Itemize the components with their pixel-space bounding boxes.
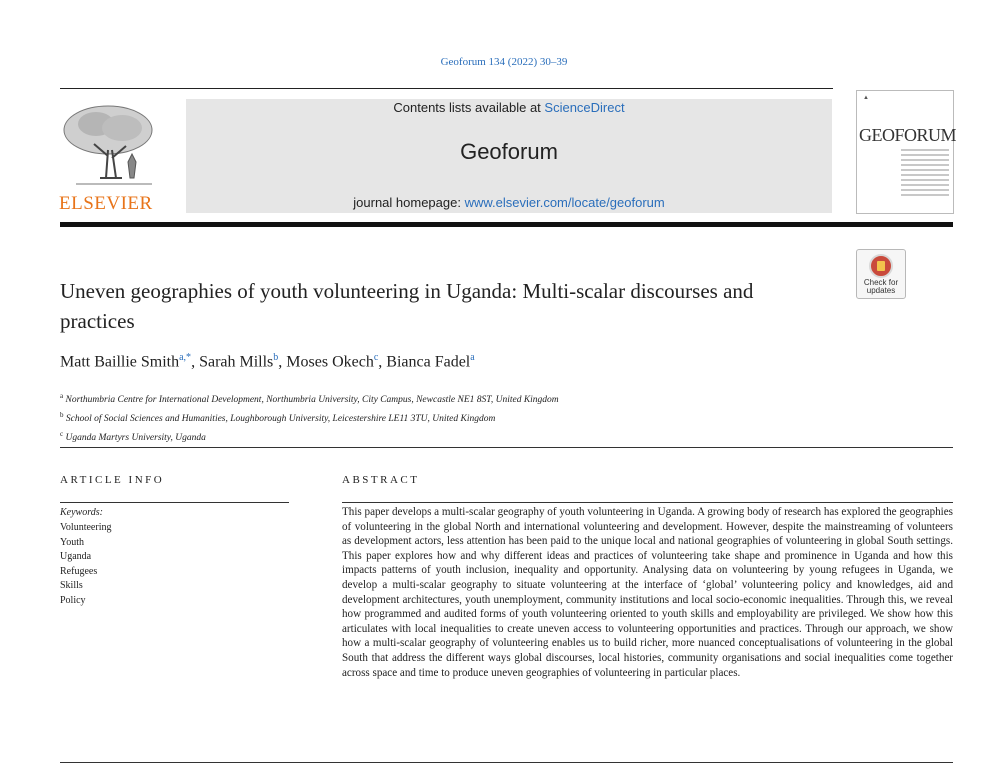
author-separator: , [191,353,200,371]
journal-citation[interactable] [0,56,1008,68]
footer-rule [60,762,953,763]
journal-name: Geoforum [460,139,558,164]
affiliation-item: $^a$ Northumbria Centre for International Development, Northumbria University, City Campus, Newcastle NE1 8ST, United Kingdom [60,392,559,406]
author-separator: , [278,353,287,371]
abstract-rule [342,502,953,503]
homepage-link[interactable]: www.elsevier.com/locate/geoforum [464,195,665,210]
author-affil-marker[interactable]: b [273,352,279,363]
contents-prefix: Contents lists available at [393,100,545,115]
author-name[interactable]: Matt Baillie Smith [60,353,180,371]
affiliation-item: $^b$ School of Social Sciences and Humanities, Loughborough University, Leicestershire LE11 3TU, United Kingdom [60,411,496,425]
sciencedirect-link[interactable]: ScienceDirect [544,100,625,115]
abstract-text: This paper develops a multi-scalar geography of youth volunteering in Uganda. A growing body of research has explored the geographies of volunteering in the global North and international volunteering and development. However, despite the mainstreaming of volunteers as development actors, less attention has been paid to the unique local and national geographies of volunteering in global South settings. This paper explores how and why different ideas and practices of volunteering take shape and prominence in Uganda and how this impacts patterns of youth inclusion, inequality and opportunity. Analysing data on volunteering by young refugees in Uganda, we develop a multi-scalar geography to situate volunteering at the interface of ‘global’ volunteering policy and knowledges, aid and development architectures, youth unemployment, community institutions and local socio-economic inequalities. Through this, we reveal how programmed and audited forms of youth volunteering oriented to youth skills and employability are privileged. We show how this articulates with local inequalities to create uneven access to volunteering opportunities and practices. Through our approach, we show how a multi-scalar geography of volunteering enables us to build richer, more nuanced conceptualisations of volunteering in the global South that address the different ways global discourses, local histories, community organisations and social inequalities come together across space and time to produce uneven geographies of volunteering in particular places. [342,506,953,679]
affiliations [60,389,559,446]
author-name[interactable]: Sarah Mills [199,353,274,371]
homepage-line [186,195,832,210]
tree-icon [56,100,164,192]
citation-link[interactable]: Geoforum 134 (2022) 30–39 [440,56,568,68]
check-for-updates-icon [869,254,893,278]
cover-editor-lines [901,149,949,199]
keywords-list [60,521,111,609]
author-affil-marker[interactable]: a [470,352,475,363]
author-name[interactable]: Bianca Fadel [386,353,471,371]
check-for-updates-button[interactable] [856,249,906,299]
author-affil-marker[interactable]: a,* [179,352,192,363]
journal-cover-thumbnail[interactable] [856,90,957,214]
abstract-heading: ABSTRACT [342,474,420,486]
keyword-item: Refugees [60,565,98,577]
header-top-rule [60,88,833,89]
header-thick-rule [60,222,953,227]
article-info-heading: ARTICLE INFO [60,474,165,486]
journal-banner [186,99,832,213]
cover-title: GEOFORUM [859,125,957,145]
author-name[interactable]: Moses Okech [286,353,374,371]
author-list [60,352,475,371]
contents-line [186,100,832,115]
keyword-item: Youth [60,536,84,548]
article-info-rule [60,502,289,503]
author-affil-marker[interactable]: c [373,352,379,363]
publisher-name: ELSEVIER [59,193,153,214]
section-divider [60,447,953,448]
homepage-prefix: journal homepage: [353,195,465,210]
article-title: Uneven geographies of youth volunteering in Uganda: Multi-scalar discourses and practices [60,279,754,333]
cover-publisher-icon: ▲ [863,95,869,101]
affiliation-item: $^c$ Uganda Martyrs University, Uganda [60,430,206,444]
check-for-updates-label: Check for updates [863,278,899,295]
keyword-item: Uganda [60,551,92,563]
keywords-label: Keywords: [60,507,103,518]
author-separator: , [378,353,387,371]
keyword-item: Skills [60,580,83,592]
keyword-item: Policy [60,594,86,606]
keyword-item: Volunteering [60,522,112,533]
